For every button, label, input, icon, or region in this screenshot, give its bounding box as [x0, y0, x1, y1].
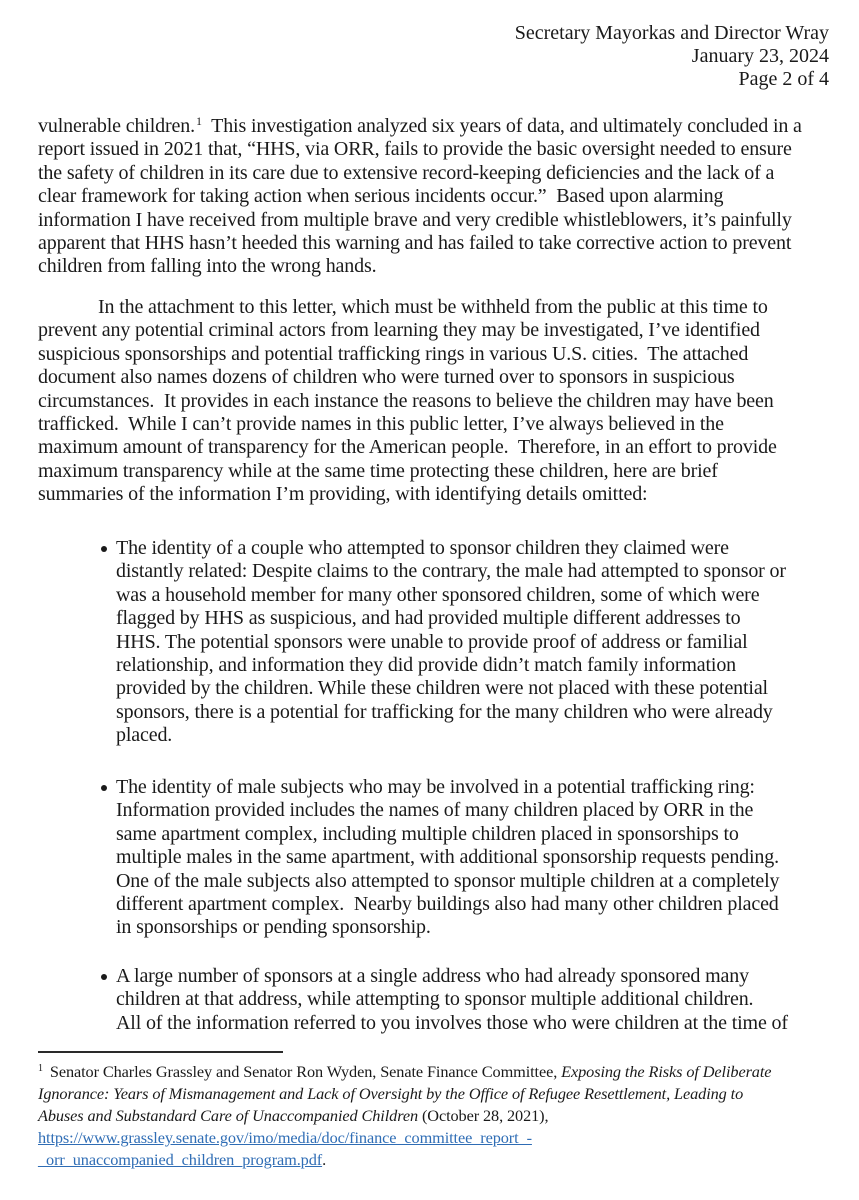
- paragraph-line: the safety of children in its care due to extensive record-keeping deficiencies and the lack of a: [38, 161, 775, 184]
- bullet-dot-icon: [101, 974, 107, 980]
- paragraph-investigation: [38, 115, 802, 279]
- footnote-line: [38, 1083, 771, 1105]
- footnote-date: (October 28, 2021),: [418, 1106, 549, 1125]
- header-page-indicator: Page 2 of 4: [738, 68, 829, 90]
- bullet-line: The identity of a couple who attempted to sponsor children they claimed were: [116, 537, 729, 559]
- footnote-line: [38, 1105, 771, 1127]
- bullet-dot-icon: [101, 785, 107, 791]
- paragraph-line: children from falling into the wrong hands.: [38, 255, 377, 278]
- paragraph-line: vulnerable children.$^1$ This investigation analyzed six years of data, and ultimately concluded in a: [38, 114, 802, 137]
- bullet-line: HHS. The potential sponsors were unable to provide proof of address or familial: [116, 630, 748, 653]
- paragraph-line: prevent any potential criminal actors from learning they may be investigated, I’ve identified: [38, 319, 760, 342]
- bullet-line: was a household member for many other sponsored children, some of which were: [116, 583, 760, 606]
- footnote-trailing-period: .: [322, 1150, 327, 1169]
- bullet-text: [116, 965, 788, 1035]
- bullet-line: flagged by HHS as suspicious, and had provided multiple different addresses to: [116, 607, 741, 630]
- bullet-text: [116, 537, 786, 748]
- bullet-line: sponsors, there is a potential for trafficking for the many children who were already: [116, 700, 773, 723]
- footnote-1: [38, 1061, 771, 1171]
- footnote-authors: Senator Charles Grassley and Senator Ron Wyden, Senate Finance Committee,: [45, 1062, 562, 1081]
- bullet-line: distantly related: Despite claims to the contrary, the male had attempted to sponsor or: [116, 560, 786, 583]
- letter-header: [515, 22, 829, 91]
- bullet-line: The identity of male subjects who may be involved in a potential trafficking ring:: [116, 776, 755, 798]
- footnote-line: [38, 1149, 771, 1171]
- paragraph-line: suspicious sponsorships and potential trafficking rings in various U.S. cities. The attached: [38, 342, 749, 365]
- bullet-line: Information provided includes the names of many children placed by ORR in the: [116, 799, 754, 822]
- paragraph-line: document also names dozens of children who were turned over to sponsors in suspicious: [38, 366, 735, 389]
- paragraph-line: circumstances. It provides in each instance the reasons to believe the children may have been: [38, 389, 774, 412]
- bullet-text: [116, 776, 779, 940]
- bullet-line: relationship, and information they did provide didn’t match family information: [116, 654, 737, 677]
- bullet-line: multiple males in the same apartment, with additional sponsorship requests pending.: [116, 846, 779, 869]
- footnote-report-link[interactable]: _orr_unaccompanied_children_program.pdf: [38, 1150, 323, 1169]
- header-recipients: Secretary Mayorkas and Director Wray: [514, 22, 829, 44]
- footnote-line: [38, 1127, 771, 1149]
- bullet-line: provided by the children. While these children were not placed with these potential: [116, 677, 768, 700]
- paragraph-line: summaries of the information I’m providing, with identifying details omitted:: [38, 483, 648, 506]
- paragraph-line: apparent that HHS hasn’t heeded this warning and has failed to take corrective action to prevent: [38, 232, 792, 255]
- bullet-line: All of the information referred to you involves those who were children at the time of: [116, 1011, 788, 1034]
- footnote-title: Ignorance: Years of Mismanagement and Lack of Oversight by the Office of Refugee Resettlement, Leading to: [38, 1084, 744, 1103]
- footnote-separator: [38, 1051, 283, 1053]
- paragraph-line: maximum transparency while at the same time protecting these children, here are brief: [38, 459, 718, 482]
- paragraph-line: In the attachment to this letter, which must be withheld from the public at this time to: [98, 296, 768, 318]
- paragraph-line: clear framework for taking action when serious incidents occur.” Based upon alarming: [38, 185, 724, 208]
- bullet-line: children at that address, while attempting to sponsor multiple additional children.: [116, 988, 754, 1011]
- footnote-title: Exposing the Risks of Deliberate: [561, 1062, 772, 1081]
- paragraph-line: maximum amount of transparency for the American people. Therefore, in an effort to provide: [38, 436, 777, 459]
- paragraph-attachment: [38, 296, 777, 507]
- bullet-line: placed.: [116, 724, 173, 747]
- footnote-reference[interactable]: 1: [195, 114, 202, 128]
- paragraph-line: information I have received from multiple brave and very credible whistleblowers, it’s painfully: [38, 208, 792, 231]
- footnote-report-link[interactable]: https://www.grassley.senate.gov/imo/media/doc/finance_committee_report_-: [38, 1128, 532, 1147]
- bullet-dot-icon: [101, 546, 107, 552]
- bullet-line: different apartment complex. Nearby buildings also had many other children placed: [116, 893, 779, 916]
- bullet-line: same apartment complex, including multiple children placed in sponsorships to: [116, 822, 739, 845]
- bullet-line: A large number of sponsors at a single address who had already sponsored many: [116, 965, 749, 987]
- header-date: January 23, 2024: [691, 45, 829, 67]
- bullet-line: One of the male subjects also attempted to sponsor multiple children at a completely: [116, 869, 780, 892]
- paragraph-line: trafficked. While I can’t provide names in this public letter, I’ve always believed in the: [38, 413, 724, 436]
- footnote-line: [38, 1061, 771, 1083]
- paragraph-line: report issued in 2021 that, “HHS, via ORR, fails to provide the basic oversight needed to ensure: [38, 138, 792, 161]
- footnote-title: Abuses and Substandard Care of Unaccompanied Children: [38, 1106, 418, 1125]
- footnote-number: 1: [38, 1063, 43, 1074]
- bullet-line: in sponsorships or pending sponsorship.: [116, 916, 431, 939]
